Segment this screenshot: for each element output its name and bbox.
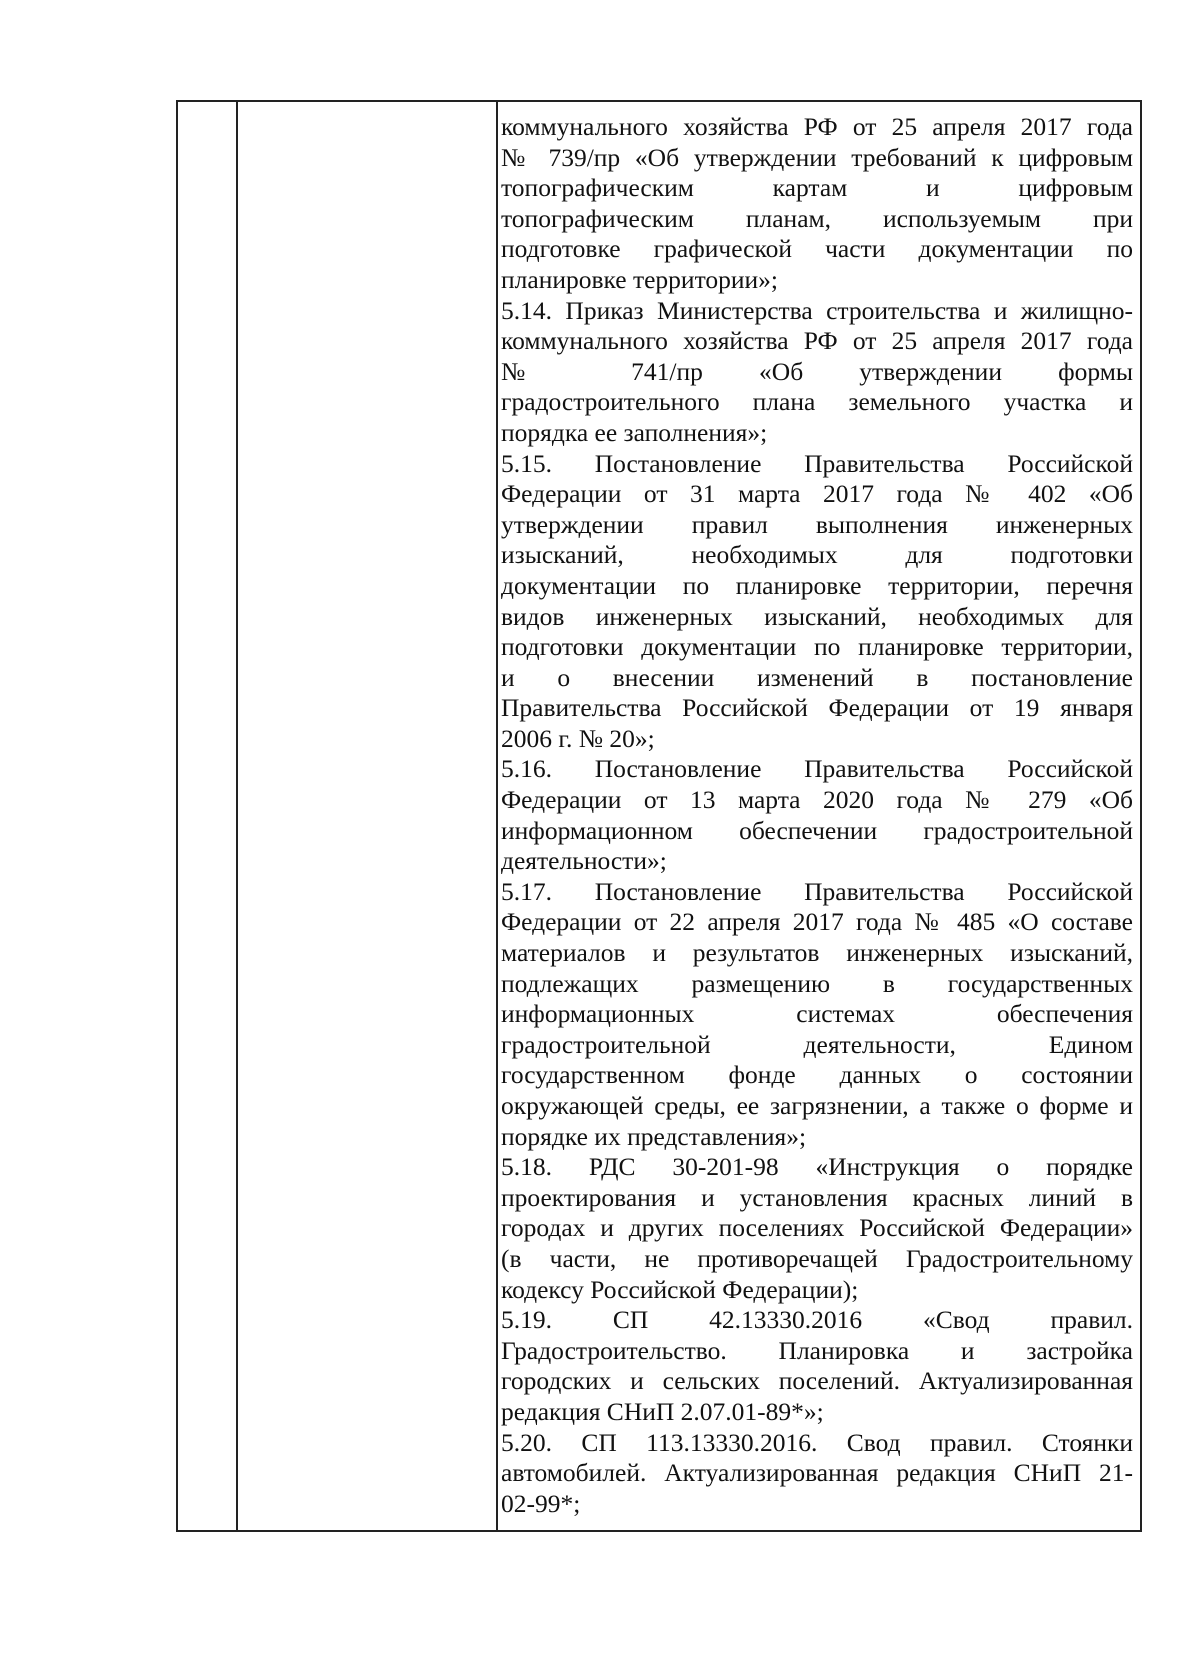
text-line: подлежащих размещению в государственных	[501, 968, 1133, 998]
text-line: информационных системах обеспечения	[501, 999, 1133, 1029]
text-line: Федерации от 22 апреля 2017 года № 485 «О составе	[501, 907, 1133, 937]
text-line: градостроительного плана земельного участка и	[501, 387, 1133, 417]
text-line: Федерации от 31 марта 2017 года № 402 «Об	[501, 479, 1133, 509]
text-line: № 741/пр «Об утверждении формы	[501, 356, 1133, 386]
text-line: 5.20. СП 113.13330.2016. Свод правил. Стоянки	[501, 1427, 1133, 1457]
text-line: и о внесении изменений в постановление	[501, 662, 1133, 692]
text-line: Правительства Российской Федерации от 19 января	[501, 693, 1133, 723]
text-line: планировке территории»;	[501, 264, 779, 294]
text-line: материалов и результатов инженерных изысканий,	[501, 938, 1133, 968]
text-line: видов инженерных изысканий, необходимых для	[501, 601, 1133, 631]
text-line: топографическим картам и цифровым	[501, 173, 1133, 203]
text-line: утверждении правил выполнения инженерных	[501, 509, 1133, 539]
text-line: 2006 г. № 20»;	[501, 723, 655, 753]
column-divider-1	[236, 102, 238, 1530]
text-line: изысканий, необходимых для подготовки	[501, 540, 1133, 570]
text-line: городах и других поселениях Российской Федерации»	[501, 1213, 1133, 1243]
text-line: 5.19. СП 42.13330.2016 «Свод правил.	[501, 1305, 1133, 1335]
text-line: 02-99*;	[501, 1488, 581, 1518]
text-line: № 739/пр «Об утверждении требований к цифровым	[501, 142, 1133, 172]
text-line: 5.18. РДС 30-201-98 «Инструкция о порядке	[501, 1152, 1133, 1182]
text-line: государственном фонде данных о состоянии	[501, 1060, 1133, 1090]
text-line: городских и сельских поселений. Актуализированная	[501, 1366, 1133, 1396]
text-line: окружающей среды, ее загрязнении, а также о форме и	[501, 1091, 1133, 1120]
text-line: (в части, не противоречащей Градостроительному	[501, 1243, 1133, 1273]
table-text-cell	[501, 112, 1133, 1519]
text-line: коммунального хозяйства РФ от 25 апреля 2017 года	[501, 326, 1133, 356]
text-line: автомобилей. Актуализированная редакция СНиП 21-	[501, 1458, 1133, 1488]
text-line: 5.15. Постановление Правительства Российской	[501, 448, 1133, 478]
text-line: 5.17. Постановление Правительства Российской	[501, 876, 1133, 906]
text-line: документации по планировке территории, перечня	[501, 570, 1133, 600]
text-line: кодексу Российской Федерации);	[501, 1274, 859, 1304]
text-line: градостроительной деятельности, Едином	[501, 1029, 1133, 1059]
text-line: подготовки документации по планировке территории,	[501, 632, 1133, 662]
text-line: 5.16. Постановление Правительства Российской	[501, 754, 1133, 784]
text-line: топографическим планам, используемым при	[501, 203, 1133, 233]
text-line: 5.14. Приказ Министерства строительства и жилищно-	[501, 295, 1133, 325]
document-table	[176, 100, 1142, 1532]
text-line: деятельности»;	[501, 846, 667, 876]
text-line: порядке их представления»;	[501, 1121, 807, 1151]
column-divider-2	[496, 102, 498, 1530]
text-line: подготовке графической части документации по	[501, 234, 1133, 264]
text-line: порядка ее заполнения»;	[501, 417, 768, 447]
text-line: редакция СНиП 2.07.01-89*»;	[501, 1396, 824, 1426]
text-line: Федерации от 13 марта 2020 года № 279 «Об	[501, 785, 1133, 815]
text-line: коммунального хозяйства РФ от 25 апреля 2017 года	[501, 112, 1133, 141]
text-line: Градостроительство. Планировка и застройка	[501, 1335, 1133, 1365]
text-line: информационном обеспечении градостроительной	[501, 815, 1133, 845]
text-line: проектирования и установления красных линий в	[501, 1182, 1133, 1212]
